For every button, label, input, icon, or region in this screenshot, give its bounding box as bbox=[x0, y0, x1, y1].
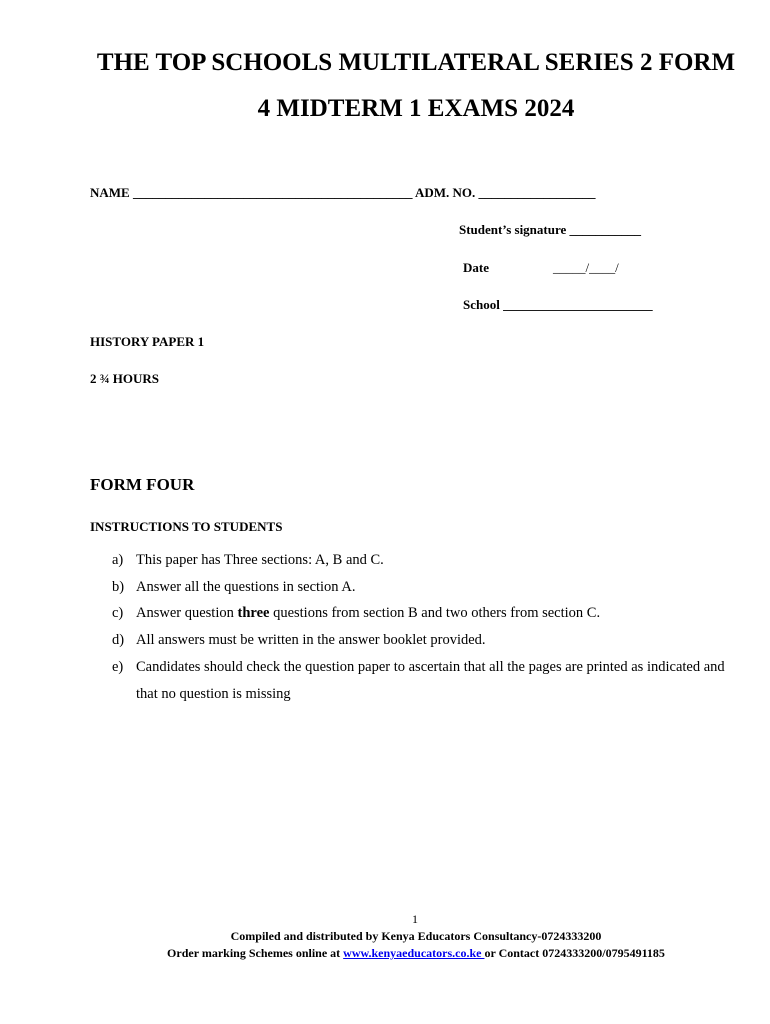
school-field: School _______________________ bbox=[463, 297, 653, 312]
date-field: _____/____/ bbox=[553, 260, 619, 275]
footer-line-2-start: Order marking Schemes online at bbox=[167, 946, 344, 960]
instruction-text: Answer all the questions in section A. bbox=[136, 578, 356, 595]
footer-line-2-end: or Contact 0724333200/0795491185 bbox=[484, 946, 665, 960]
instruction-text: This paper has Three sections: A, B and C. bbox=[136, 552, 384, 568]
instructions-heading: INSTRUCTIONS TO STUDENTS bbox=[90, 519, 283, 534]
paper-duration: 2 ¾ HOURS bbox=[90, 371, 159, 386]
exam-title-line-2: 4 MIDTERM 1 EXAMS 2024 bbox=[257, 95, 575, 122]
exam-title bbox=[60, 40, 770, 132]
form-heading: FORM FOUR bbox=[90, 475, 195, 494]
date-label: Date bbox=[463, 260, 489, 275]
footer-line-1: Compiled and distributed by Kenya Educators Consultancy-0724333200 bbox=[230, 929, 602, 943]
instruction-item bbox=[112, 574, 732, 601]
student-signature-field: Student’s signature ___________ bbox=[459, 222, 642, 237]
instruction-text-emphasis: three bbox=[237, 605, 270, 622]
instruction-item bbox=[112, 654, 732, 707]
instruction-text-end: questions from section B and two others from section C. bbox=[269, 605, 601, 622]
page-number: 1 bbox=[412, 912, 418, 926]
instruction-marker: c) bbox=[112, 605, 124, 622]
instruction-item bbox=[112, 627, 732, 654]
instruction-marker: b) bbox=[112, 578, 125, 595]
name-admission-field: NAME ___________________________________________ ADM. NO. __________________ bbox=[90, 185, 596, 200]
instruction-text: Candidates should check the question paper to ascertain that all the pages are printed as indicated and that no question is missing bbox=[136, 658, 725, 702]
exam-title-line-1: THE TOP SCHOOLS MULTILATERAL SERIES 2 FORM bbox=[96, 49, 736, 76]
instruction-marker: a) bbox=[112, 552, 124, 568]
kenya-educators-link[interactable]: www.kenyaeducators.co.ke bbox=[343, 946, 485, 960]
instruction-item bbox=[112, 547, 732, 574]
instruction-marker: e) bbox=[112, 658, 124, 675]
footer-line-2 bbox=[0, 946, 770, 961]
instruction-marker: d) bbox=[112, 632, 125, 649]
paper-subject: HISTORY PAPER 1 bbox=[90, 334, 205, 349]
instruction-text-start: Answer question bbox=[136, 605, 238, 622]
instruction-text: All answers must be written in the answer booklet provided. bbox=[136, 632, 486, 649]
instruction-item bbox=[112, 600, 732, 627]
instructions-list bbox=[112, 547, 732, 707]
